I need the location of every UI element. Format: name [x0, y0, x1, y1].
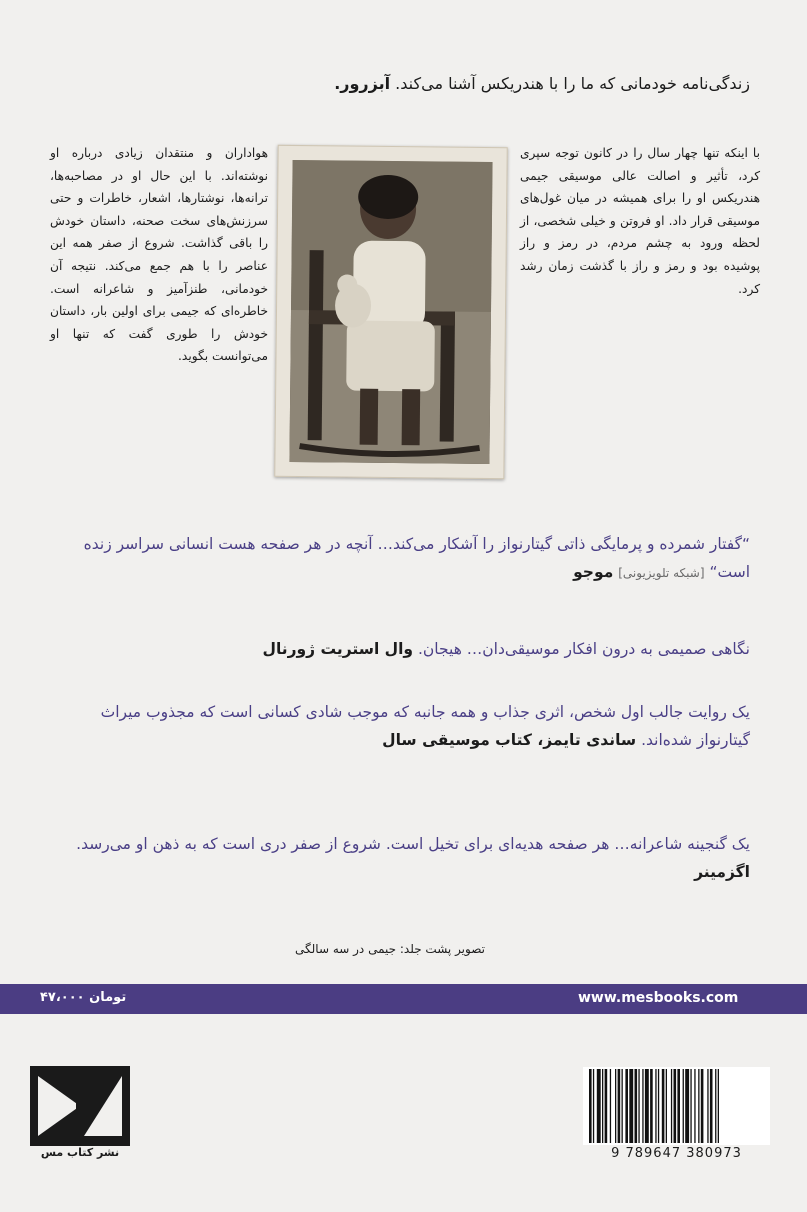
blurb-column-right: با اینکه تنها چهار سال را در کانون توجه سپری کرد، تأثیر و اصالت عالی موسیقی جیمی هندریکس او را برای همیشه در میان غول‌های موسیقی قرار داد. او فروتن و خیلی شخصی، از لحظه ورود به چشم مردم، در رمز و راز پوشیده بود و رمز و راز با گذشت زمان رشد کرد.	[520, 146, 760, 296]
mes-logo-icon	[30, 1066, 130, 1146]
isbn-number: 9 789647 380973	[611, 1146, 742, 1161]
quote-text: یک روایت جالب اول شخص، اثری جذاب و همه جانبه که موجب شادی کسانی است که مجذوب میراث گیتارنواز شده‌اند.	[100, 703, 750, 749]
publisher-name: نشر کتاب مس	[40, 1146, 120, 1159]
top-review-quote	[60, 70, 750, 98]
quote-text: نگاهی صمیمی به درون افکار موسیقی‌دان… هیجان.	[417, 640, 750, 658]
quote-text: “گفتار شمرده و پرمایگی ذاتی گیتارنواز را آشکار می‌کند… آنچه در هر صفحه هست انسانی سراسر زنده است“	[83, 535, 750, 581]
quote-text: یک گنجینه شاعرانه… هر صفحه هدیه‌ای برای تخیل است. شروع از صفر دری است که به ذهن او می‌رسد.	[76, 835, 750, 853]
review-quote-wsj	[60, 635, 750, 663]
review-quote-examiner	[60, 830, 750, 886]
publisher-logo	[30, 1066, 130, 1146]
top-quote-text: زندگی‌نامه خودمانی که ما را با هندریکس آشنا می‌کند.	[395, 74, 750, 93]
review-quote-mojo	[60, 530, 750, 587]
price-label: ۴۷،۰۰۰ تومان	[40, 990, 127, 1005]
child-in-chair-image	[289, 160, 492, 464]
quote-source-note: [شبکه تلویزیونی]	[618, 566, 705, 580]
blurb-column-left: هواداران و منتقدان زیادی درباره او نوشته‌اند. با این حال او در مصاحبه‌ها، ترانه‌ها، نوشتارها، اشعار، خاطرات و حتی سرزنش‌های سخت صحنه، داستان خودش را باقی گذاشت. شروع از صفر همه این عناصر را با هم جمع می‌کند. نتیجه آن خودمانی، طنزآمیز و شاعرانه است. خاطره‌ای که جیمی برای اولین بار، داستان خودش را طوری گفت که تنها او می‌توانست بگوید.	[50, 146, 268, 364]
quote-source: ساندی تایمز، کتاب موسیقی سال	[382, 731, 637, 749]
review-quote-sunday-times	[60, 698, 750, 754]
top-quote-source: آبزرور.	[334, 74, 391, 93]
quote-source: وال استریت ژورنال	[262, 640, 414, 658]
cover-photo-caption: تصویر پشت جلد: جیمی در سه سالگی	[295, 942, 485, 956]
publisher-bar	[0, 984, 807, 1014]
website-link[interactable]: www.mesbooks.com	[578, 990, 739, 1006]
barcode-icon	[583, 1067, 770, 1145]
quote-source: اگزمینر	[694, 863, 750, 881]
childhood-photo	[274, 145, 507, 479]
quote-source: موجو	[573, 563, 614, 581]
